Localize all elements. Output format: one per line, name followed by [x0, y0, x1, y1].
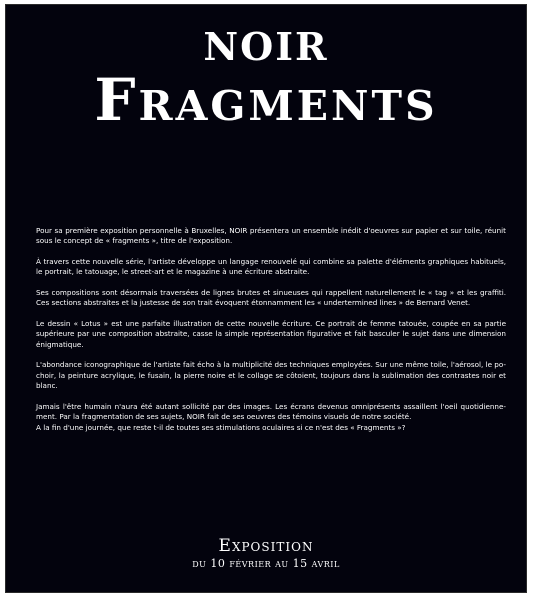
- paragraph-series: À travers cette nouvelle série, l'artiste développe un langage renouvelé qui combine sa palette d'éléments graphiques habituels, le portrait, le tatouage, le street-art et le magazine à une écriture abstraite.: [36, 257, 506, 277]
- exhibition-dates: du 10 février au 15 avril: [192, 557, 340, 570]
- artist-name: NOIR: [203, 24, 329, 69]
- exhibition-title: Exposition: [218, 536, 314, 556]
- series-title: Fragments: [94, 66, 438, 134]
- poster: [5, 4, 527, 593]
- paragraph-techniques: L'abondance iconographique de l'artiste fait écho à la multiplicité des techniques employées. Sur une même toile, l'aérosol, le po-choir, la peinture acrylique, le fusain, la pierre noire et le collage se côtoient, toujours dans la sublimation des contrastes noir et blanc.: [36, 360, 506, 391]
- paragraph-compositions: Ses compositions sont désormais traversées de lignes brutes et sinueuses qui rappellent naturellement le « tag » et les graffiti. Ces sections abstraites et la justesse de son trait évoquent étonnamment les « undertermined lines » de Bernard Venet.: [36, 288, 506, 308]
- description-text: [36, 226, 506, 443]
- paragraph-closing: Jamais l'être humain n'aura été autant sollicité par des images. Les écrans devenus omniprésents assaillent l'oeil quotidienne-ment. Par la fragmentation de ses sujets, NOIR fait de ses oeuvres des témoins visuels de notre société. A la fin d'une journée, que reste t-il de toutes ses stimulations oculaires si ce n'est des « Fragments »?: [36, 401, 506, 432]
- paragraph-lotus: Le dessin « Lotus » est une parfaite illustration de cette nouvelle écriture. Ce portrait de femme tatouée, coupée en sa partie supérieure par une composition abstraite, casse la simple représentation figurative et fait basculer le sujet dans une dimension énigmatique.: [36, 319, 506, 349]
- paragraph-intro: Pour sa première exposition personnelle à Bruxelles, NOIR présentera un ensemble inédit d'oeuvres sur papier et sur toile, réunit sous le concept de « fragments », titre de l'exposition.: [36, 226, 506, 246]
